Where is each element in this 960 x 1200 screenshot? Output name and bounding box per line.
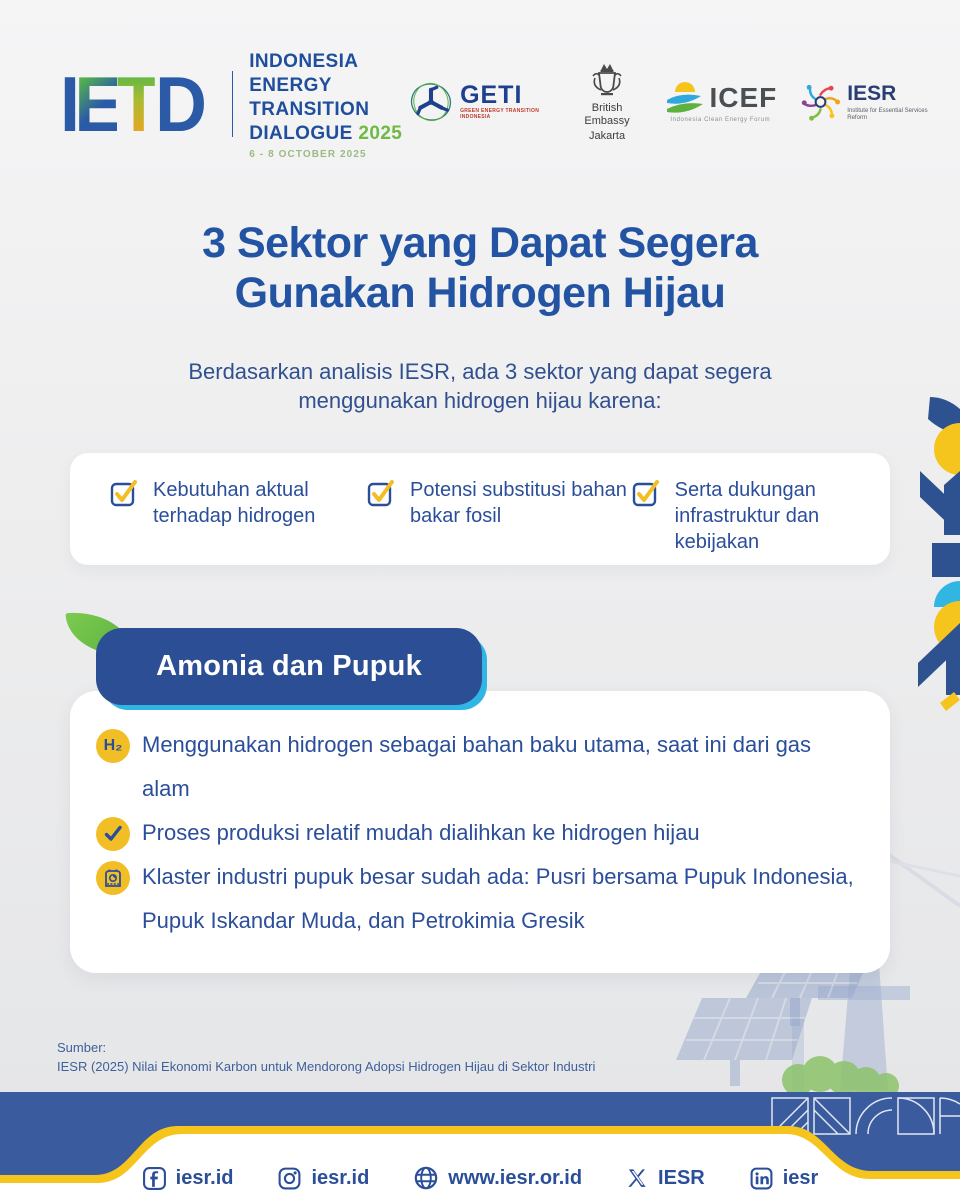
bullet-text: Klaster industri pupuk besar sudah ada: Pusri bersama Pupuk Indonesia, Pupuk Iskandar Muda, dan Petrokimia Gresik <box>142 864 854 933</box>
title-line-2: Gunakan Hidrogen Hijau <box>234 269 726 317</box>
source-text: IESR (2025) Nilai Ekonomi Karbon untuk Mendorong Adopsi Hidrogen Hijau di Sektor Industri <box>57 1059 596 1074</box>
criteria-card <box>70 453 890 565</box>
ietd-letter-d: D <box>155 60 202 148</box>
icef-logo <box>663 80 777 123</box>
page-title <box>0 218 960 318</box>
linkedin-icon <box>749 1166 774 1191</box>
embassy-name: British Embassy <box>584 102 630 127</box>
sector-badge: Amonia dan Pupuk <box>96 628 482 705</box>
instagram-icon <box>277 1166 302 1191</box>
criteria-label: Potensi substitusi bahan bakar fosil <box>410 479 627 527</box>
brand-line-3: DIALOGUE 2025 <box>249 123 403 144</box>
instagram-handle: iesr.id <box>311 1166 370 1189</box>
ietd-wordmark <box>60 60 202 148</box>
checkbox-checked-icon <box>367 479 397 509</box>
iesr-name: IESR <box>847 81 897 105</box>
bullet-industry-cluster <box>96 855 854 943</box>
iesr-pinwheel-icon <box>801 78 840 126</box>
h2-icon: H₂ <box>96 729 130 763</box>
checkbox-checked-icon <box>110 479 140 509</box>
bullet-easy-transition <box>96 811 854 855</box>
geti-tagline: GREEN ENERGY TRANSITION INDONESIA <box>460 107 540 120</box>
ietd-letter-e: E <box>74 60 117 148</box>
brand-text <box>249 48 409 160</box>
geti-text <box>460 80 551 120</box>
page-subtitle: Berdasarkan analisis IESR, ada 3 sektor yang dapat segera menggunakan hidrogen hijau karena: <box>188 359 772 413</box>
brand-year: 2025 <box>358 123 403 144</box>
sector-card <box>70 691 890 973</box>
brand-divider <box>232 71 234 137</box>
facebook-link[interactable] <box>142 1166 234 1191</box>
bullet-hydrogen-feedstock <box>96 723 854 811</box>
royal-crest-icon <box>587 60 627 100</box>
source-label: Sumber: <box>57 1040 107 1055</box>
embassy-city: Jakarta <box>588 130 626 142</box>
globe-icon <box>413 1165 439 1191</box>
website-url: www.iesr.or.id <box>448 1166 583 1189</box>
social-links <box>0 1165 960 1191</box>
criteria-item <box>367 477 632 565</box>
brand-line-2: ENERGY TRANSITION <box>249 75 370 120</box>
ietd-letter-i: I <box>60 60 75 148</box>
x-icon <box>626 1167 649 1190</box>
iesr-text <box>847 82 930 122</box>
criteria-label: Serta dukungan infrastruktur dan kebijakan <box>674 479 820 553</box>
instagram-link[interactable] <box>277 1166 369 1191</box>
linkedin-handle: iesr <box>782 1166 819 1189</box>
title-line-1: 3 Sektor yang Dapat Segera <box>202 219 758 267</box>
checkbox-checked-icon <box>632 479 662 509</box>
criteria-item <box>110 477 367 565</box>
geti-logo <box>409 75 551 129</box>
x-link[interactable] <box>626 1167 705 1190</box>
icef-name: ICEF <box>709 82 778 113</box>
iesr-tagline: Institute for Essential Services Reform <box>847 107 928 121</box>
linkedin-link[interactable] <box>749 1166 819 1191</box>
ietd-logo <box>60 48 409 160</box>
brand-dates: 6 - 8 OCTOBER 2025 <box>249 149 367 160</box>
right-edge-decoration <box>914 395 960 725</box>
sector-section <box>70 628 890 973</box>
iesr-logo <box>801 78 930 126</box>
facebook-icon <box>142 1166 167 1191</box>
source-note <box>57 1038 595 1076</box>
british-embassy-logo <box>575 60 640 143</box>
bullet-text: Proses produksi relatif mudah dialihkan ke hidrogen hijau <box>142 820 700 845</box>
header <box>60 48 930 160</box>
partner-logos <box>409 48 930 143</box>
factory-icon <box>96 861 130 895</box>
facebook-handle: iesr.id <box>175 1166 234 1189</box>
brand-line-1: INDONESIA <box>249 51 359 72</box>
icef-tagline: Indonesia Clean Energy Forum <box>670 117 771 123</box>
geti-emblem-icon <box>409 75 453 129</box>
icef-sun-waves-icon <box>663 80 705 116</box>
x-handle: IESR <box>658 1166 705 1189</box>
geti-name: GETI <box>460 80 523 109</box>
footer <box>0 1092 960 1200</box>
check-icon <box>96 817 130 851</box>
ietd-letter-t: T <box>116 60 156 148</box>
criteria-item <box>632 477 866 565</box>
bullet-text: Menggunakan hidrogen sebagai bahan baku utama, saat ini dari gas alam <box>142 732 812 801</box>
criteria-label: Kebutuhan aktual terhadap hidrogen <box>153 479 316 527</box>
website-link[interactable] <box>413 1165 582 1191</box>
